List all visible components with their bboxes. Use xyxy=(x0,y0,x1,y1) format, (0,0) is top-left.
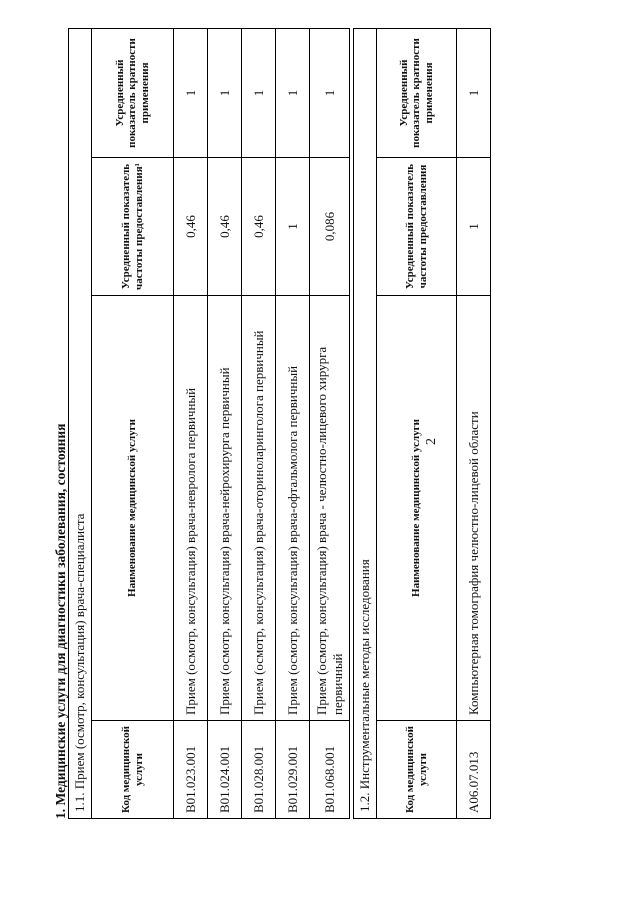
table-row xyxy=(242,28,276,818)
row-name: Компьютерная томография челюстно-лицевой области xyxy=(457,296,491,721)
table-row xyxy=(457,28,491,818)
row-name: Прием (осмотр, консультация) врача - челюстно-лицевого хирурга первичный xyxy=(310,296,350,721)
header-name: Наименование медицинской услуги xyxy=(92,296,174,721)
row-code: B01.024.001 xyxy=(208,721,242,819)
row-freq: 0,086 xyxy=(310,158,350,296)
row-freq: 0,46 xyxy=(174,158,208,296)
header-code: Код медицинской услуги xyxy=(92,721,174,819)
row-mult: 1 xyxy=(174,28,208,157)
row-code: B01.029.001 xyxy=(276,721,310,819)
row-name: Прием (осмотр, консультация) врача-офтальмолога первичный xyxy=(276,296,310,721)
row-mult: 1 xyxy=(310,28,350,157)
header-freq: Усредненный показатель частоты предоставления xyxy=(377,158,457,296)
table2-subtitle: 1.2. Инструментальные методы исследования xyxy=(354,28,377,818)
row-code: A06.07.013 xyxy=(457,721,491,819)
table1-subtitle: 1.1. Прием (осмотр, консультация) врача-специалиста xyxy=(69,28,92,818)
header-mult: Усредненный показатель кратности применения xyxy=(92,28,174,157)
header-name: Наименование медицинской услуги xyxy=(377,296,457,721)
row-code: B01.028.001 xyxy=(242,721,276,819)
table-row xyxy=(310,28,350,818)
section-title: 1. Медицинские услуги для диагностики заболевания, состояния xyxy=(53,423,68,819)
row-freq: 0,46 xyxy=(242,158,276,296)
row-mult: 1 xyxy=(276,28,310,157)
row-freq: 1 xyxy=(457,158,491,296)
row-name: Прием (осмотр, консультация) врача-оториноларинголога первичный xyxy=(242,296,276,721)
header-freq: Усредненный показатель частоты предоставления¹ xyxy=(92,158,174,296)
row-name: Прием (осмотр, консультация) врача-нейрохирурга первичный xyxy=(208,296,242,721)
row-mult: 1 xyxy=(242,28,276,157)
table-consultations xyxy=(68,28,350,819)
row-name: Прием (осмотр, консультация) врача-невролога первичный xyxy=(174,296,208,721)
table-row xyxy=(174,28,208,818)
table-row xyxy=(276,28,310,818)
page-number: 2 xyxy=(424,438,439,445)
row-code: B01.023.001 xyxy=(174,721,208,819)
row-freq: 1 xyxy=(276,158,310,296)
row-mult: 1 xyxy=(208,28,242,157)
header-code: Код медицинской услуги xyxy=(377,721,457,819)
row-code: B01.068.001 xyxy=(310,721,350,819)
table-instrumental xyxy=(353,28,491,819)
row-freq: 0,46 xyxy=(208,158,242,296)
row-mult: 1 xyxy=(457,28,491,157)
header-mult: Усредненный показатель кратности применения xyxy=(377,28,457,157)
table-row xyxy=(208,28,242,818)
